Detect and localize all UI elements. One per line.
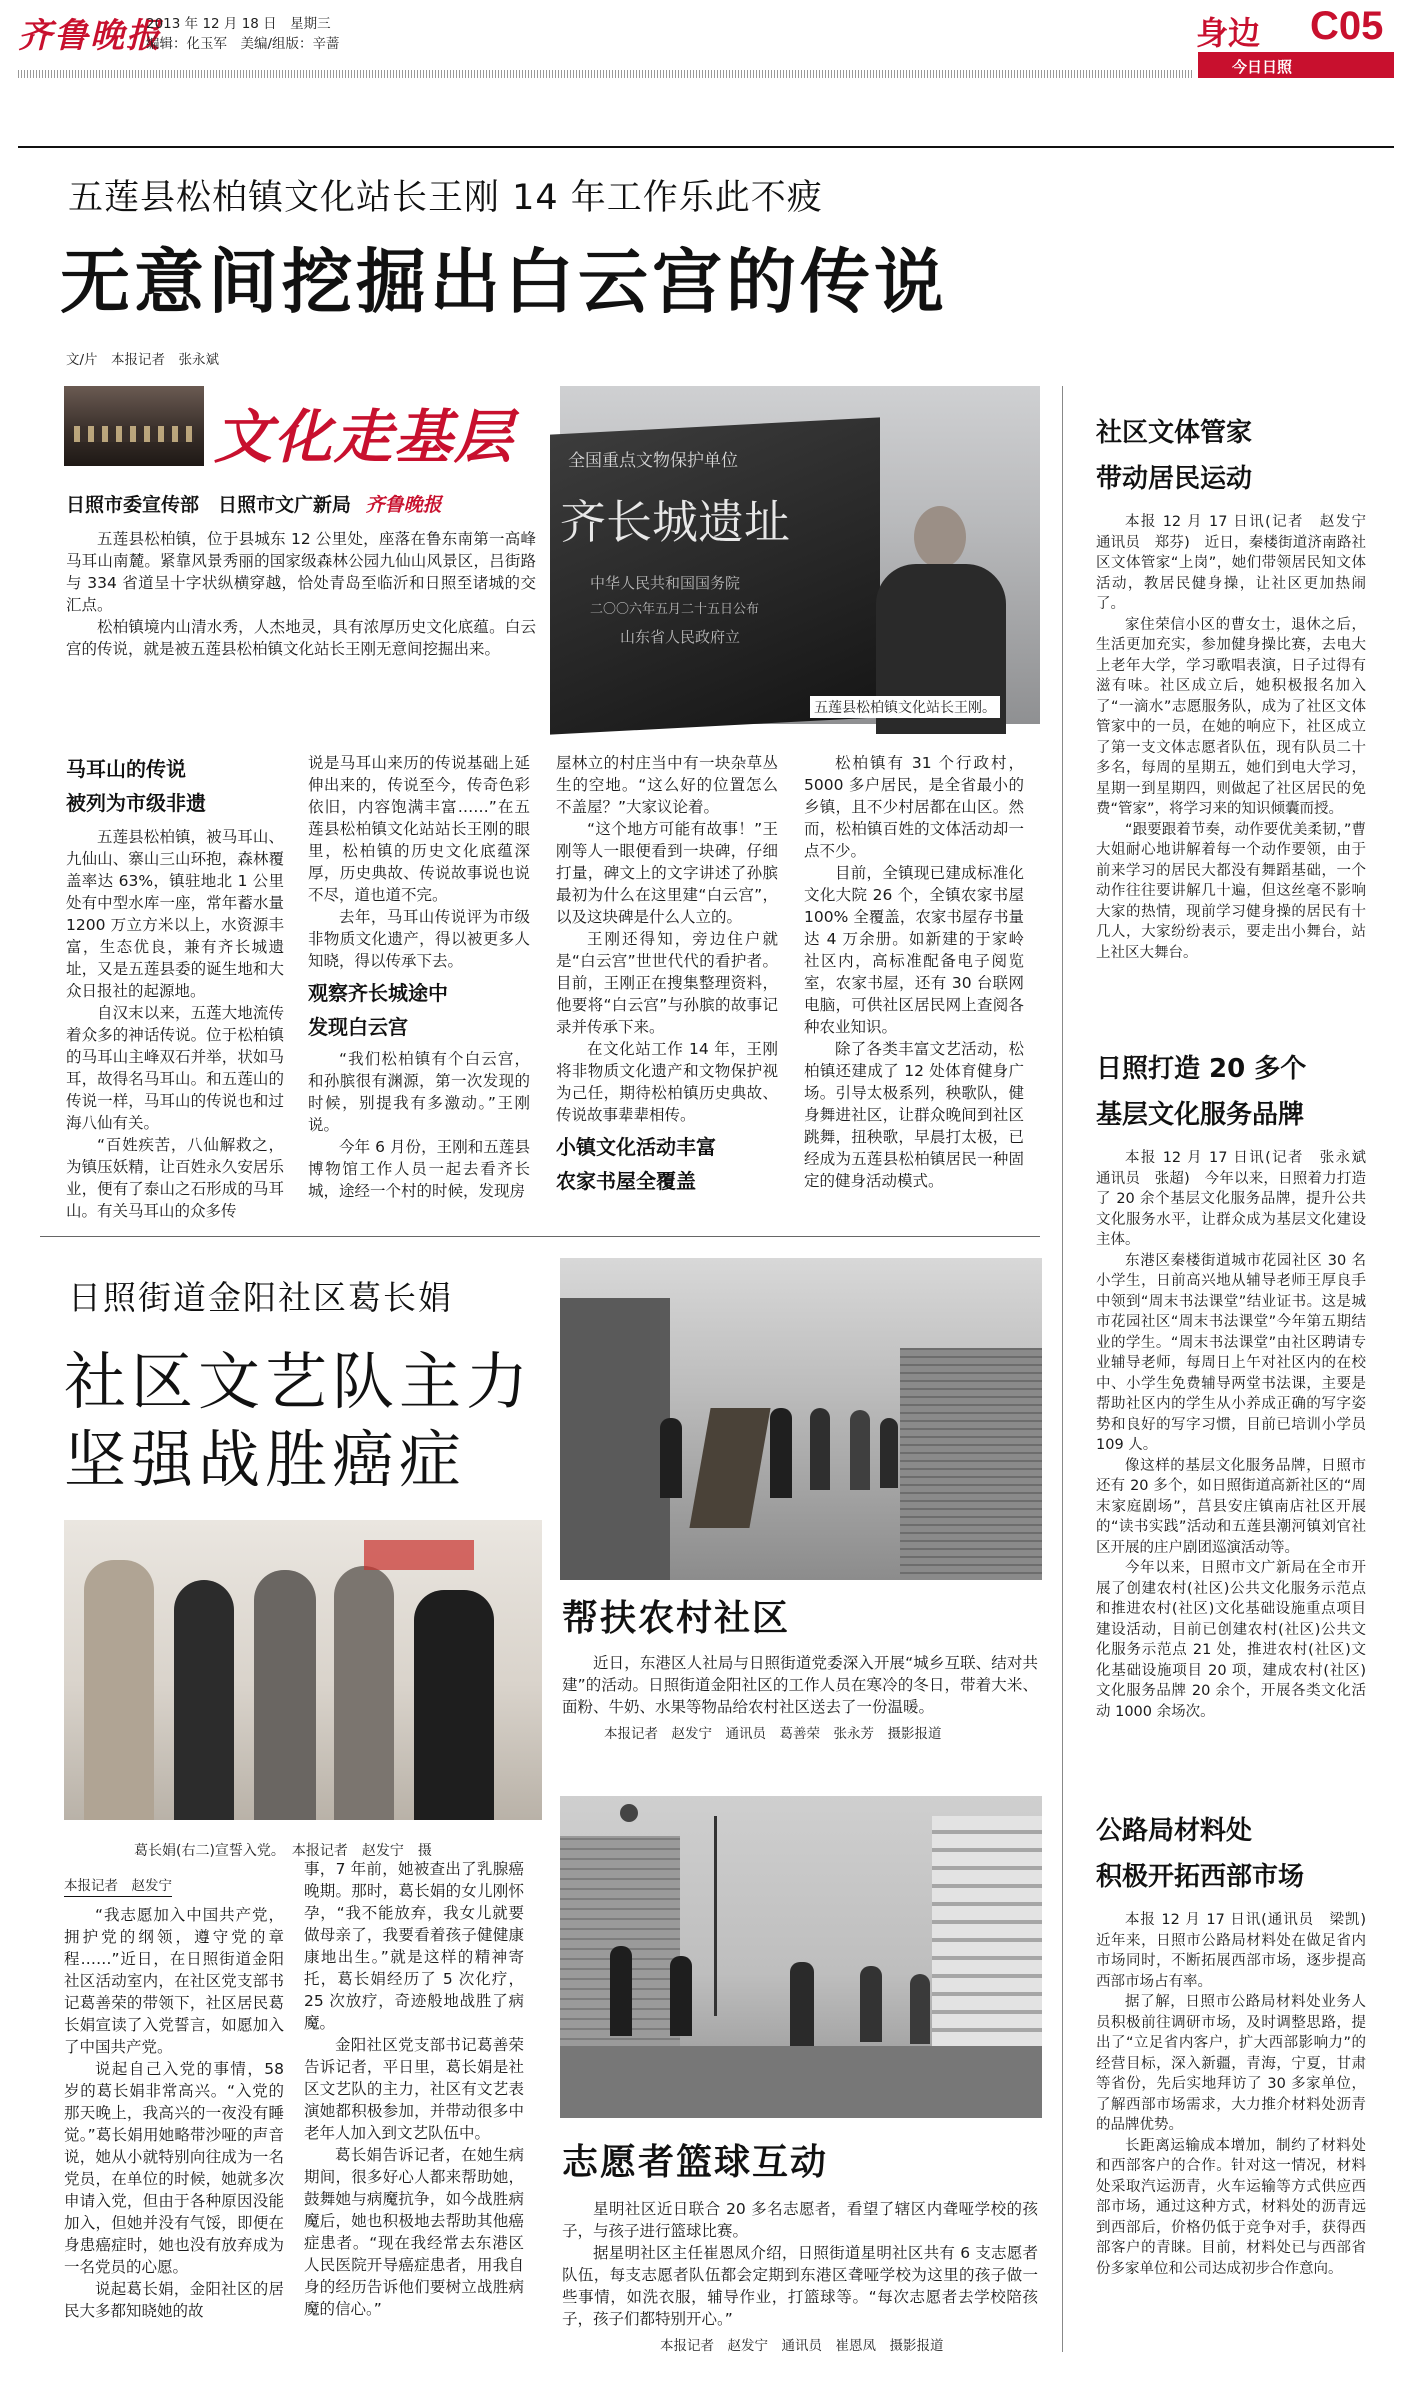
- col3-paragraph: 在文化站工作 14 年，王刚将非物质文化遗产和文物保护视为己任，期待松柏镇历史典故、传说故事辈辈相传。: [556, 1040, 778, 1124]
- col1-subhead-1: 马耳山的传说: [66, 757, 186, 781]
- col2-subhead-2: 发现白云宫: [308, 1015, 408, 1039]
- col1-paragraph: 五莲县松柏镇，被马耳山、九仙山、寨山三山环抱，森林覆盖率达 63%，镇驻地北 1 公里处有中型水库一座，常年蓄水量 1200 万立方米以上，水资源丰富，生态优良，兼有齐长城遗址，又是五莲县委的诞生地和大众日报社的起源地。: [66, 828, 284, 1000]
- oath-photo-caption: 葛长娟(右二)宣誓入党。 本报记者 赵发宁 摄: [134, 1843, 432, 1859]
- rural-photo: [560, 1258, 1042, 1580]
- side1-paragraph: 家住荣信小区的曹女士，退休之后，生活更加充实，参加健身操比赛，去电大上老年大学，学习歌唱表演，日子过得有滋有味。社区成立后，她积极报名加入了“一滴水”志愿服务队，成为了社区文体管家中的一员，在她的响应下，社区成立了第一支文体志愿者队伍，现有队员二十多名，每周的星期五，她们到电大学习，星期一到星期四，则做起了社区居民的免费“管家”，将学习来的知识倾囊而授。: [1096, 616, 1366, 817]
- sponsor-logo: 齐鲁晚报: [365, 494, 442, 516]
- intro-paragraph: 松柏镇境内山清水秀，人杰地灵，具有浓厚历史文化底蕴。白云宫的传说，就是被五莲县松柏镇文化站长王刚无意间挖掘出来。: [66, 618, 536, 658]
- side2-paragraph: 东港区秦楼街道城市花园社区 30 名小学生，日前高兴地从辅导老师王厚良手中领到“周末书法课堂”结业证书。这是城市花园社区“周末书法课堂”今年第五期结业的学生。“周末书法课堂”由社区聘请专业辅导老师，每周日上午对社区内的在校中、小学生免费辅导两堂书法课，主要是帮助社区内的学生从小养成正确的写字姿势和良好的写字习惯，目前已培训小学员 109 人。: [1096, 1252, 1366, 1453]
- col4-paragraph: 除了各类丰富文艺活动，松柏镇还建成了 12 处体育健身广场。引导太极系列，秧歌队，健身舞进社区，让群众晚间到社区跳舞，扭秧歌，早晨打太极，已经成为五莲县松柏镇居民一种固定的健身活动模式。: [804, 1040, 1024, 1190]
- side2-head-2: 基层文化服务品牌: [1096, 1100, 1305, 1130]
- col3-paragraph: 屋林立的村庄当中有一块杂草丛生的空地。“这么好的位置怎么不盖屋？”大家议论着。: [556, 754, 778, 816]
- second-paragraph: 葛长娟告诉记者，在她生病期间，很多好心人都来帮助她，鼓舞她与病魔抗争，如今战胜病魔后，她也积极地去帮助其他癌症患者。“现在我经常去东港区人民医院开导癌症患者，用我自身的经历告诉他们要树立战胜病魔的信心。”: [304, 2146, 524, 2318]
- second-col-1: [64, 1904, 284, 2344]
- sponsor-text: 日照市委宣传部 日照市文广新局: [66, 494, 352, 516]
- side2-paragraph: 像这样的基层文化服务品牌，日照市还有 20 多个，如日照街道高新社区的“周末家庭剧场”，莒县安庄镇南店社区开展的“读书实践”活动和五莲县潮河镇刘官社区开展的庄户剧团巡演活动等。: [1096, 1457, 1366, 1556]
- issue-date: 2013 年 12 月 18 日 星期三: [146, 16, 331, 32]
- lead-intro: [66, 528, 536, 698]
- sign-line-1: 全国重点文物保护单位: [568, 451, 738, 471]
- rural-byline: 本报记者 赵发宁 通讯员 葛善荣 张永芳 摄影报道: [604, 1726, 942, 1742]
- sign-line-2: 齐长城遗址: [560, 495, 790, 549]
- basketball-headline: 志愿者篮球互动: [562, 2142, 829, 2183]
- basketball-photo: [560, 1796, 1042, 2118]
- lead-photo-caption: 五莲县松柏镇文化站长王刚。: [810, 696, 1000, 718]
- sign-line-3: 中华人民共和国国务院: [590, 574, 741, 592]
- side1-paragraph: 本报 12 月 17 日讯(记者 赵发宁 通讯员 郑芬) 近日，秦楼街道济南路社区文体管家“上岗”，她们带领居民知文体活动，教居民健身操，让社区更加热闹了。: [1096, 514, 1381, 612]
- col3-subhead-1: 小镇文化活动丰富: [556, 1135, 716, 1159]
- rural-headline: 帮扶农村社区: [562, 1598, 791, 1639]
- second-paragraph: 说起葛长娟，金阳社区的居民大多都知晓她的故: [64, 2280, 284, 2320]
- oath-photo: [64, 1520, 542, 1820]
- side1-head-1: 社区文体管家: [1096, 418, 1253, 448]
- col2-paragraph: “我们松柏镇有个白云宫，和孙膑很有渊源，第一次发现的时候，别提我有多激动。”王刚说。: [308, 1050, 530, 1134]
- second-col-2: [304, 1858, 524, 2344]
- side2-paragraph: 本报 12 月 17 日讯(记者 张永斌 通讯员 张超) 今年以来，日照着力打造了 20 余个基层文化服务品牌，提升公共文化服务水平，让群众成为基层文化建设主体。: [1096, 1150, 1381, 1248]
- side2-paragraph: 今年以来，日照市文广新局在全市开展了创建农村(社区)公共文化服务示范点和推进农村(社区)文化基础设施重点项目建设活动，目前已创建农村(社区)公共文化服务示范点 21 处，推进农村(社区)文化基础设施项目 20 项，建成农村(社区)文化服务品牌 20 余个，开展各类文化活动 1000 余场次。: [1096, 1560, 1366, 1720]
- sidebar-story-3: [1096, 1808, 1381, 2368]
- lead-byline: 文/片 本报记者 张永斌: [66, 352, 220, 368]
- sidebar-story-1: [1096, 410, 1381, 1030]
- lead-headline: 无意间挖掘出白云宫的传说: [60, 241, 948, 323]
- side3-paragraph: 长距离运输成本增加，制约了材料处和西部客户的合作。针对这一情况，材料处采取汽运沥青，火车运输等方式供应西部市场，通过这种方式，材料处的沥青远到西部后，价格仍低于竞争对手，获得西部客户的青睐。目前，材料处已与西部省份多家单位和公司达成初步合作意向。: [1096, 2137, 1366, 2277]
- section-subtitle-bar: [1198, 52, 1394, 78]
- basketball-byline: 本报记者 赵发宁 通讯员 崔恩凤 摄影报道: [660, 2338, 944, 2354]
- person-figure: [876, 506, 1006, 726]
- col2-paragraph: 说是马耳山来历的传说基础上延伸出来的，传说至今，传奇色彩依旧，内容饱满丰富……”在五莲县松柏镇文化站站长王刚的眼里，松柏镇的历史文化底蕴深厚，历史典故、传说故事说也说不尽，道也道不完。: [308, 754, 530, 904]
- sponsor-line: [66, 490, 442, 517]
- second-paragraph: 金阳社区党支部书记葛善荣告诉记者，平日里，葛长娟是社区文艺队的主力，社区有文艺表演她都积极参加，并带动很多中老年人加入到文艺队伍中。: [304, 2036, 524, 2142]
- col2-subhead-1: 观察齐长城途中: [308, 981, 448, 1005]
- column-banner: [64, 386, 520, 471]
- intro-paragraph: 五莲县松柏镇，位于县城东 12 公里处，座落在鲁东南第一高峰马耳山南麓。紧靠风景秀丽的国家级森林公园九仙山风景区，吕街路与 334 省道呈十字状纵横穿越，恰处青岛至临沂和日照至诸城的交汇点。: [66, 530, 536, 614]
- basketball-body-2: 据星明社区主任崔恩凤介绍，日照街道星明社区共有 6 支志愿者队伍，每支志愿者队伍都会定期到东港区聋哑学校为这里的孩子做一些事情，如洗衣服，辅导作业，打篮球等。“每次志愿者去学校陪孩子，孩子们都特别开心。”: [562, 2244, 1038, 2328]
- lead-col-3: [556, 752, 778, 1212]
- masthead-rule: [18, 70, 1194, 78]
- sidebar-story-2: [1096, 1046, 1381, 1796]
- banner-photo: [64, 386, 204, 466]
- second-paragraph: “我志愿加入中国共产党，拥护党的纲领，遵守党的章程……”近日，在日照街道金阳社区活动室内，在社区党支部书记葛善荣的带领下，社区居民葛长娟宣读了入党誓言，如愿加入了中国共产党。: [64, 1906, 284, 2056]
- editors-line: 编辑：化玉军 美编/组版：辛蔷: [146, 36, 340, 52]
- section-rule: [40, 1236, 1040, 1237]
- side3-paragraph: 据了解，日照市公路局材料处业务人员积极前往调研市场，及时调整思路，提出了“立足省内客户，扩大西部影响力”的经营目标，深入新疆，青海，宁夏，甘肃等省份，先后实地拜访了 30 多家单位，了解西部市场需求，大力推介材料处沥青的品牌优势。: [1096, 1994, 1366, 2133]
- lead-col-2: [308, 752, 530, 1212]
- second-paragraph: 说起自己入党的事情，58 岁的葛长娟非常高兴。“入党的那天晚上，我高兴的一夜没有睡觉。”葛长娟用她略带沙哑的声音说，她从小就特别向往成为一名党员，在单位的时候，她就多次申请入党，但由于各种原因没能加入，但她并没有气馁，即便在身患癌症时，她也没有放弃成为一名党员的心愿。: [64, 2060, 284, 2276]
- masthead-logo: 齐鲁晚报: [18, 16, 162, 56]
- sidebar-divider: [1062, 386, 1063, 2352]
- lead-photo: [560, 386, 1040, 724]
- rural-body: 近日，东港区人社局与日照街道党委深入开展“城乡互联、结对共建”的活动。日照街道金阳社区的工作人员在寒冷的冬日，带着大米、面粉、牛奶、水果等物品给农村社区送去了一份温暖。: [562, 1654, 1038, 1716]
- col3-paragraph: “这个地方可能有故事！”王刚等人一眼便看到一块碑，仔细打量，碑文上的文字讲述了孙膑最初为什么在这里建“白云宫”，以及这块碑是什么人立的。: [556, 820, 778, 926]
- col2-paragraph: 今年 6 月份，王刚和五莲县博物馆工作人员一起去看齐长城，途经一个村的时候，发现房: [308, 1138, 530, 1200]
- banner-title: 文化走基层: [214, 403, 515, 471]
- page-number: C05: [1310, 4, 1384, 48]
- second-headline-1: 社区文艺队主力: [64, 1345, 534, 1418]
- side1-head-2: 带动居民运动: [1096, 464, 1253, 494]
- col1-paragraph: “百姓疾苦，八仙解救之，为镇压妖精，让百姓永久安居乐业，便有了泰山之石形成的马耳山。有关马耳山的众多传: [66, 1136, 284, 1220]
- basketball-body-1: 星明社区近日联合 20 多名志愿者，看望了辖区内聋哑学校的孩子，与孩子进行篮球比赛。: [562, 2200, 1038, 2240]
- lead-col-1: [66, 752, 284, 1220]
- side2-head-1: 日照打造 20 多个: [1096, 1054, 1307, 1084]
- lead-col-4: [804, 752, 1024, 1212]
- second-paragraph: 事，7 年前，她被查出了乳腺癌晚期。那时，葛长娟的女儿刚怀孕，“我不能放弃，我女儿就要做母亲了，我要看着孩子健健康康地出生。”就是这样的精神寄托，葛长娟经历了 5 次化疗，25 次放疗，奇迹般地战胜了病魔。: [304, 1860, 524, 2032]
- sign-line-4: 二〇〇六年五月二十五日公布: [590, 602, 760, 617]
- col3-subhead-2: 农家书屋全覆盖: [556, 1169, 696, 1193]
- second-byline: 本报记者 赵发宁: [64, 1874, 172, 1897]
- second-kicker: 日照街道金阳社区葛长娟: [68, 1278, 453, 1317]
- lead-kicker: 五莲县松柏镇文化站长王刚 14 年工作乐此不疲: [68, 178, 823, 218]
- top-rule: [18, 146, 1394, 148]
- col2-paragraph: 去年，马耳山传说评为市级非物质文化遗产，得以被更多人知晓，得以传承下去。: [308, 908, 530, 970]
- side3-head-2: 积极开拓西部市场: [1096, 1862, 1305, 1892]
- sign-line-5: 山东省人民政府立: [620, 628, 741, 646]
- side3-head-1: 公路局材料处: [1096, 1816, 1253, 1846]
- col3-paragraph: 王刚还得知，旁边住户就是“白云宫”世世代代的看护者。目前，王刚正在搜集整理资料，他要将“白云宫”与孙膑的故事记录并传承下来。: [556, 930, 778, 1036]
- second-headline-2: 坚强战胜癌症: [64, 1423, 467, 1496]
- section-subtitle: 今日日照: [1232, 58, 1293, 76]
- masthead: [0, 0, 1409, 80]
- side1-paragraph: “跟要跟着节奏，动作要优美柔韧，”曹大姐耐心地讲解着每一个动作要领，由于前来学习的居民大都没有舞蹈基础，一个动作往往要讲解几十遍，但这丝毫不影响大家的热情，现前学习健身操的居民有十几人，大家纷纷表示，要走出小舞台，站上社区大舞台。: [1096, 821, 1366, 961]
- side3-paragraph: 本报 12 月 17 日讯(通讯员 梁凯) 近年来，日照市公路局材料处在做足省内市场同时，不断拓展西部市场，逐步提高西部市场占有率。: [1096, 1912, 1381, 1990]
- col1-paragraph: 自汉末以来，五莲大地流传着众多的神话传说。位于松柏镇的马耳山主峰双石并举，状如马耳，故得名马耳山。和五莲山的传说一样，马耳山的传说也和过海八仙有关。: [66, 1004, 284, 1132]
- col4-paragraph: 松柏镇有 31 个行政村，5000 多户居民，是全省最小的乡镇，且不少村居都在山区。然而，松柏镇百姓的文体活动却一点不少。: [804, 754, 1024, 860]
- col1-subhead-2: 被列为市级非遗: [66, 791, 206, 815]
- section-name: 身边: [1196, 14, 1261, 52]
- col4-paragraph: 目前，全镇现已建成标准化文化大院 26 个，全镇农家书屋 100% 全覆盖，农家书屋存书量达 4 万余册。如新建的于家岭社区内，高标准配备电子阅览室，农家书屋，还有 30 台联网电脑，可供社区居民网上查阅各种农业知识。: [804, 864, 1024, 1036]
